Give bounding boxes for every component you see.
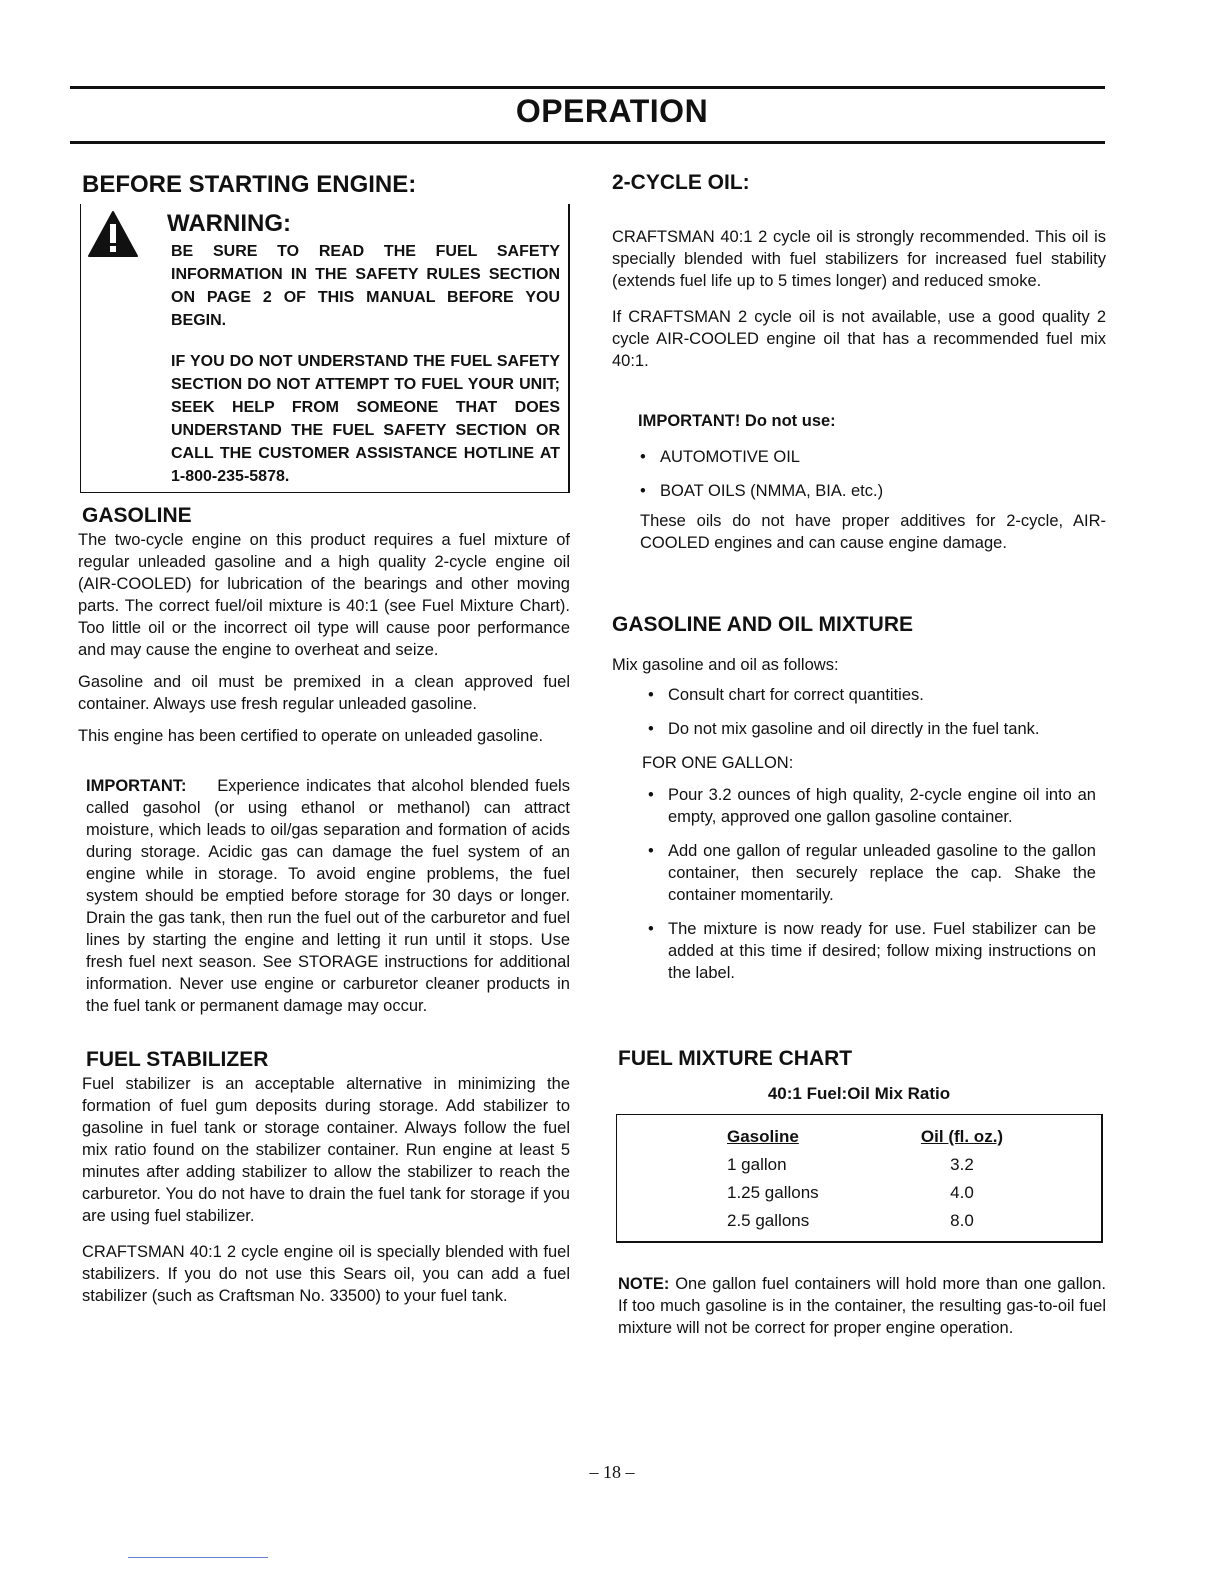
mixing-steps-list	[640, 784, 1096, 984]
gasoline-heading: GASOLINE	[82, 504, 192, 527]
list-item: • BOAT OILS (NMMA, BIA. etc.)	[632, 480, 1106, 502]
table-row	[727, 1179, 1047, 1207]
oil-cell: 3.2	[950, 1155, 974, 1174]
gasoline-important-paragraph	[86, 775, 570, 1017]
table-row	[727, 1151, 1047, 1179]
right-column	[612, 170, 1106, 1339]
fuel-stabilizer-heading: FUEL STABILIZER	[86, 1048, 269, 1071]
gasoline-cell: 1.25 gallons	[727, 1183, 819, 1202]
list-item: • Add one gallon of regular unleaded gasoline to the gallon container, then securely replace the cap. Shake the container momentarily.	[640, 840, 1096, 906]
list-item: • The mixture is now ready for use. Fuel stabilizer can be added at this time if desired; follow mixing instructions on the label.	[640, 918, 1096, 984]
gasoline-cell: 2.5 gallons	[727, 1211, 810, 1230]
decorative-underline	[128, 1557, 268, 1558]
table-row	[727, 1207, 1047, 1235]
note-text: One gallon fuel containers will hold more than one gallon. If too much gasoline is in the container, the resulting gas-to-oil fuel mixture will not be correct for proper engine operation.	[618, 1275, 1106, 1337]
page-number: – 18 –	[589, 1462, 635, 1482]
warning-text-2: IF YOU DO NOT UNDERSTAND THE FUEL SAFETY SECTION DO NOT ATTEMPT TO FUEL YOUR UNIT; SEEK HELP FROM SOMEONE THAT DOES UNDERSTAND THE FUEL SAFETY SECTION OR CALL THE CUSTOMER ASSISTANCE HOTLINE AT 1-800-235-5878.	[171, 353, 560, 485]
warning-triangle-icon	[87, 210, 139, 258]
mixture-intro: Mix gasoline and oil as follows:	[612, 656, 839, 674]
list-item: • Pour 3.2 ounces of high quality, 2-cycle engine oil into an empty, approved one gallon gasoline container.	[640, 784, 1096, 828]
two-cycle-oil-heading: 2-CYCLE OIL:	[612, 171, 750, 194]
left-column	[78, 170, 570, 1307]
note-paragraph	[618, 1273, 1106, 1339]
page-title: OPERATION	[515, 93, 709, 129]
oil-paragraph-2: If CRAFTSMAN 2 cycle oil is not available, use a good quality 2 cycle AIR-COOLED engine oil that has a recommended fuel mix 40:1.	[612, 308, 1106, 370]
list-item: • Do not mix gasoline and oil directly in the fuel tank.	[640, 718, 1106, 740]
oil-paragraph-1: CRAFTSMAN 40:1 2 cycle oil is strongly recommended. This oil is specially blended with fuel stabilizers for increased fuel stability (extends fuel life up to 5 times longer) and reduced smoke.	[612, 228, 1106, 290]
for-one-gallon-label: FOR ONE GALLON:	[642, 754, 794, 772]
fuel-mixture-table-box	[616, 1114, 1103, 1243]
header-rule-bottom	[70, 141, 1105, 144]
oil-column-header: Oil (fl. oz.)	[920, 1127, 1004, 1146]
important-label: IMPORTANT:	[86, 777, 187, 795]
important-text: Experience indicates that alcohol blended fuels called gasohol (or using ethanol or methanol) can attract moisture, which leads to oil/gas separation and formation of acids during storage. Acidic gas can damage the fuel system of an engine while in storage. To avoid engine problems, the fuel system should be emptied before storage for 30 days or longer. Drain the gas tank, then run the fuel out of the carburetor and fuel lines by starting the engine and letting it run until it stops. Use fresh fuel next season. See STORAGE instructions for additional information. Never use engine or carburetor cleaner products in the fuel tank or permanent damage may occur.	[86, 777, 570, 1015]
fuel-mixture-table	[727, 1123, 1047, 1235]
oil-cell: 8.0	[950, 1211, 974, 1230]
warning-box	[80, 204, 570, 493]
mixture-rules-list	[640, 684, 1106, 740]
warning-text-1: BE SURE TO READ THE FUEL SAFETY INFORMATION IN THE SAFETY RULES SECTION ON PAGE 2 OF THIS MANUAL BEFORE YOU BEGIN.	[171, 243, 560, 329]
warning-title: WARNING:	[167, 210, 291, 237]
gasoline-paragraph-1: The two-cycle engine on this product requires a fuel mixture of regular unleaded gasoline and a high quality 2-cycle engine oil (AIR-COOLED) for lubrication of the bearings and other moving parts. The correct fuel/oil mixture is 40:1 (see Fuel Mixture Chart). Too little oil or the incorrect oil type will cause poor performance and may cause the engine to overheat and seize.	[78, 531, 570, 659]
list-item: • Consult chart for correct quantities.	[640, 684, 1106, 706]
oil-note: These oils do not have proper additives for 2-cycle, AIR-COOLED engines and can cause engine damage.	[640, 512, 1106, 552]
gasoline-paragraph-2: Gasoline and oil must be premixed in a clean approved fuel container. Always use fresh regular unleaded gasoline.	[78, 673, 570, 713]
oil-cell: 4.0	[950, 1183, 974, 1202]
before-starting-heading: BEFORE STARTING ENGINE:	[82, 171, 417, 198]
chart-caption: 40:1 Fuel:Oil Mix Ratio	[767, 1084, 951, 1103]
note-label: NOTE:	[618, 1275, 670, 1293]
fuel-mixture-chart-heading: FUEL MIXTURE CHART	[618, 1047, 853, 1070]
oil-important-line: IMPORTANT! Do not use:	[638, 412, 836, 430]
stabilizer-paragraph-2: CRAFTSMAN 40:1 2 cycle engine oil is specially blended with fuel stabilizers. If you do not use this Sears oil, you can add a fuel stabilizer (such as Craftsman No. 33500) to your fuel tank.	[82, 1243, 570, 1305]
table-header-row	[727, 1123, 1047, 1151]
gasoline-cell: 1 gallon	[727, 1155, 787, 1174]
stabilizer-paragraph-1: Fuel stabilizer is an acceptable alternative in minimizing the formation of fuel gum deposits during storage. Add stabilizer to gasoline in fuel tank or storage container. Always follow the fuel mix ratio found on the stabilizer container. Run engine at least 5 minutes after adding stabilizer to allow the stabilizer to reach the carburetor. You do not have to drain the fuel tank for storage if you are using fuel stabilizer.	[82, 1075, 570, 1225]
gasoline-oil-mixture-heading: GASOLINE AND OIL MIXTURE	[612, 613, 914, 636]
do-not-use-list	[632, 446, 1106, 502]
gasoline-column-header: Gasoline	[727, 1127, 799, 1146]
gasoline-paragraph-3: This engine has been certified to operate on unleaded gasoline.	[78, 727, 544, 745]
list-item: • AUTOMOTIVE OIL	[632, 446, 1106, 468]
